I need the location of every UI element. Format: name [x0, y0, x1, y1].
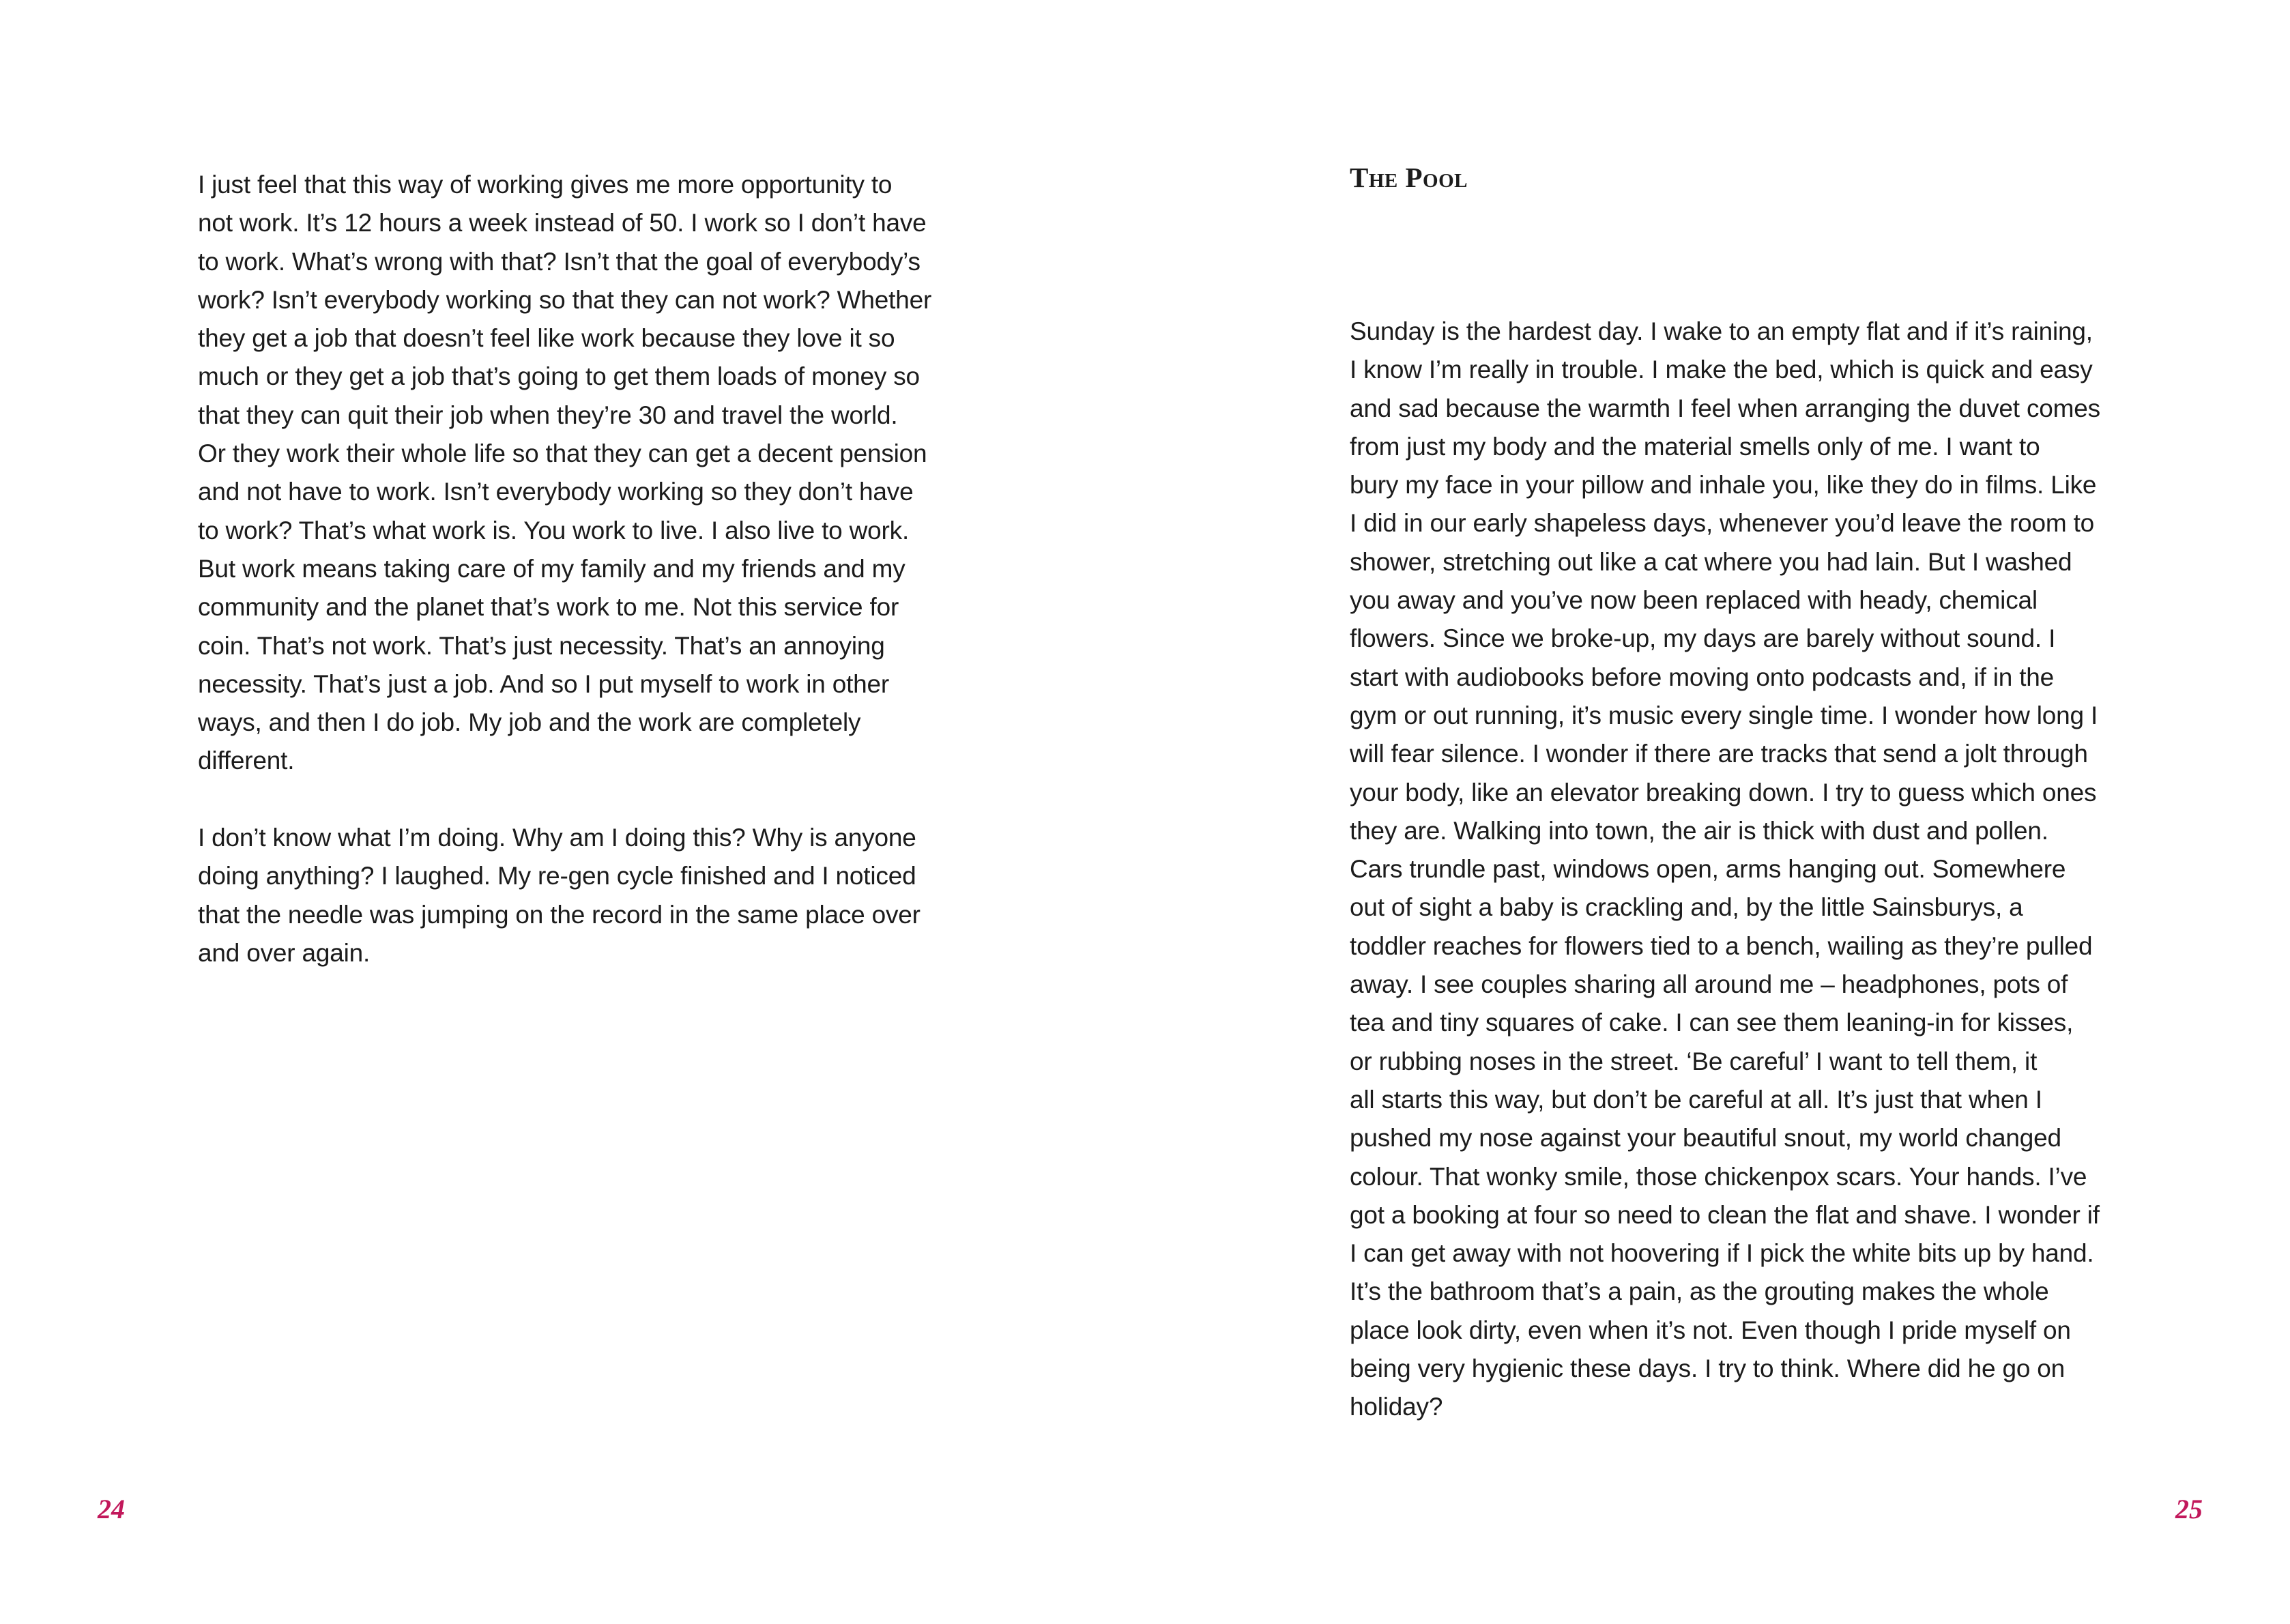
left-page-body: [198, 166, 948, 972]
page-number-left: 24: [98, 1494, 125, 1524]
chapter-title: The Pool: [1350, 162, 1468, 193]
right-paragraph-1: Sunday is the hardest day. I wake to an empty flat and if it’s raining, I know I’m really in trouble. I make the bed, which is quick and easy and sad because the warmth I feel when arranging the duvet comes from just my body and the material smells only of me. I want to bury my face in your pillow and inhale you, like they do in films. Like I did in our early shapeless days, whenever you’d leave the room to shower, stretching out like a cat where you had lain. But I washed you away and you’ve now been replaced with heady, chemical flowers. Since we broke-up, my days are barely without sound. I start with audiobooks before moving onto podcasts and, if in the gym or out running, it’s music every single time. I wonder how long I will fear silence. I wonder if there are tracks that send a jolt through your body, like an elevator breaking down. I try to guess which ones they are. Walking into town, the air is thick with dust and pollen. Cars trundle past, windows open, arms hanging out. Somewhere out of sight a baby is crackling and, by the little Sainsburys, a toddler reaches for flowers tied to a bench, wailing as they’re pulled away. I see couples sharing all around me – headphones, pots of tea and tiny squares of cake. I can see them leaning-in for kisses, or rubbing noses in the street. ‘Be careful’ I want to tell them, it all starts this way, but don’t be careful at all. It’s just that when I pushed my nose against your beautiful snout, my world changed colour. That wonky smile, those chickenpox scars. Your hands. I’ve got a booking at four so need to clean the flat and shave. I wonder if I can get away with not hoovering if I pick the white bits up by hand. It’s the bathroom that’s a pain, as the grouting makes the whole place look dirty, even when it’s not. Even though I pride myself on being very hygienic these days. I try to think. Where did he go on holiday?: [1350, 317, 2100, 1421]
right-page-body: [1350, 313, 2121, 1427]
left-paragraph-1: I just feel that this way of working gives me more opportunity to not work. It’s 12 hours a week instead of 50. I work so I don’t have to work. What’s wrong with that? Isn’t that the goal of everybody’s work? Isn’t everybody working so that they can not work? Whether they get a job that doesn’t feel like work because they love it so much or they get a job that’s going to get them loads of money so that they can quit their job when they’re 30 and travel the world. Or they work their whole life so that they can get a decent pension and not have to work. Isn’t everybody working so they don’t have to work? That’s what work is. You work to live. I also live to work. But work means taking care of my family and my friends and my community and the planet that’s work to me. Not this service for coin. That’s not work. That’s just necessity. That’s an annoying necessity. That’s just a job. And so I put myself to work in other ways, and then I do job. My job and the work are completely different.: [198, 171, 932, 775]
page-number-right: 25: [2175, 1494, 2203, 1524]
left-paragraph-2: I don’t know what I’m doing. Why am I doing this? Why is anyone doing anything? I laughed. My re-gen cycle finished and I noticed that the needle was jumping on the record in the same place over and over again.: [198, 824, 921, 967]
